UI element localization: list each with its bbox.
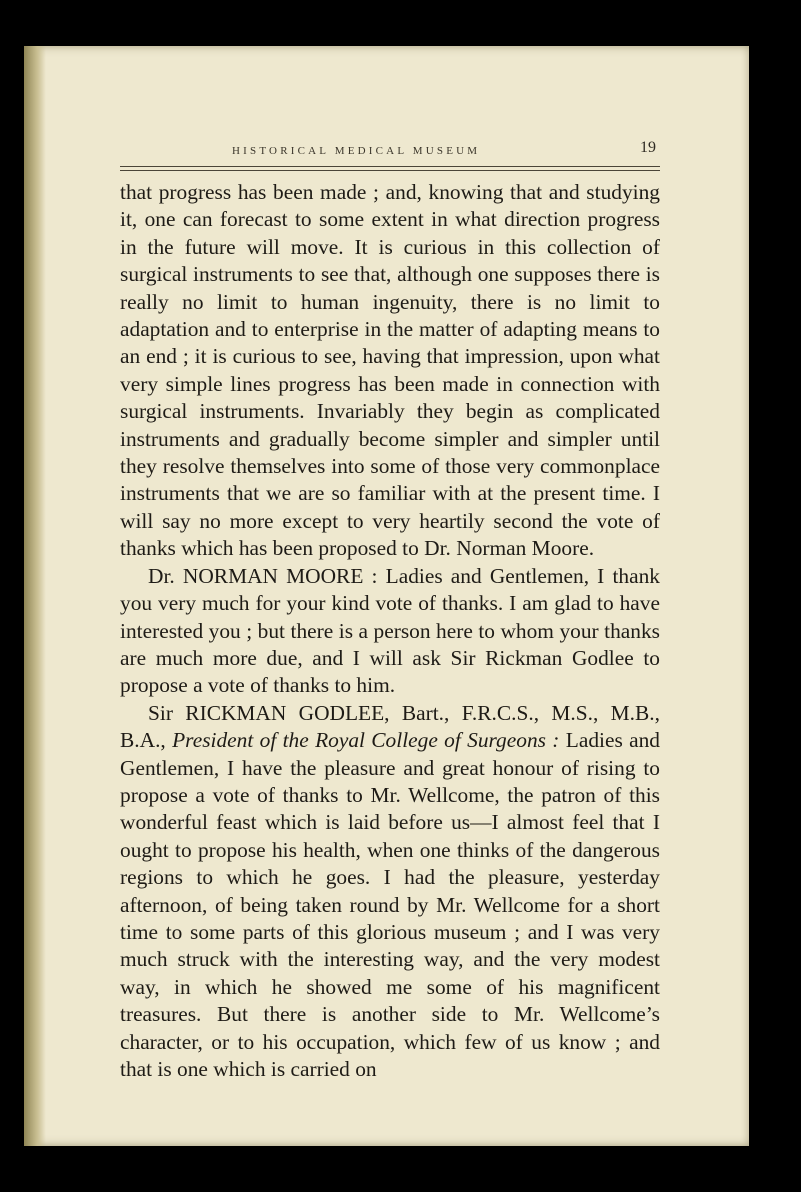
speaker-title: Sir bbox=[148, 700, 173, 725]
speaker-title: Dr. bbox=[148, 563, 175, 588]
header-rule bbox=[120, 166, 660, 167]
speaker-degrees: F.R.C.S., M.S., M.B., B.A., bbox=[120, 700, 660, 753]
speaker-role: President of the Royal College of Surgeons : bbox=[172, 728, 560, 753]
speech-text: Ladies and Gentlemen, I have the pleasure and great honour of rising to propose a vote of thanks to Mr. Wellcome, the patron of this wonderful feast which is laid before us—I almost feel that I ought to propose his health, when one thinks of the dangerous regions to which he goes. I had the pleasure, yesterday afternoon, of being taken round by Mr. Wellcome for a short time to some parts of this glorious museum ; and I was very much struck with the interesting way, and the very modest way, in which he showed me some of his magnificent treasures. But there is another side to Mr. Wellcome’s character, or to his occupation, which few of us know ; and that is one which is carried on bbox=[120, 728, 661, 1081]
paragraph-rickman-godlee bbox=[120, 700, 660, 1084]
paragraph-norman-moore bbox=[120, 563, 660, 700]
speaker-baronet: Bart., bbox=[401, 700, 450, 725]
header-rule-double bbox=[120, 170, 660, 171]
paragraph-continuation: that progress has been made ; and, knowing that and studying it, one can forecast to some extent in what direction progress in the future will move. It is curious in this collection of surgical instruments to see that, although one supposes there is really no limit to human ingenuity, there is no limit to adaptation and to enterprise in the matter of adapting means to an end ; it is curious to see, having that impression, upon what very simple lines progress has been made in connection with surgical instruments. Invariably they begin as complicated instruments and gradually become simpler and simpler until they resolve themselves into some of those very commonplace instruments that we are so familiar with at the present time. I will say no more except to very heartily second the vote of thanks which has been proposed to Dr. Norman Moore. bbox=[120, 180, 660, 561]
speech-text: Ladies and Gentlemen, I thank you very much for your kind vote of thanks. I am glad to have interested you ; but there is a person here to whom your thanks are much more due, and I will ask Sir Rickman Godlee to propose a vote of thanks to him. bbox=[120, 563, 660, 698]
page-binding-shadow bbox=[24, 46, 46, 1146]
speaker-name: NORMAN MOORE : bbox=[182, 563, 378, 588]
running-head: HISTORICAL MEDICAL MUSEUM bbox=[232, 145, 481, 157]
body-text bbox=[120, 179, 660, 1083]
speaker-name: RICKMAN GODLEE, bbox=[185, 700, 390, 725]
page-number: 19 bbox=[640, 139, 656, 156]
